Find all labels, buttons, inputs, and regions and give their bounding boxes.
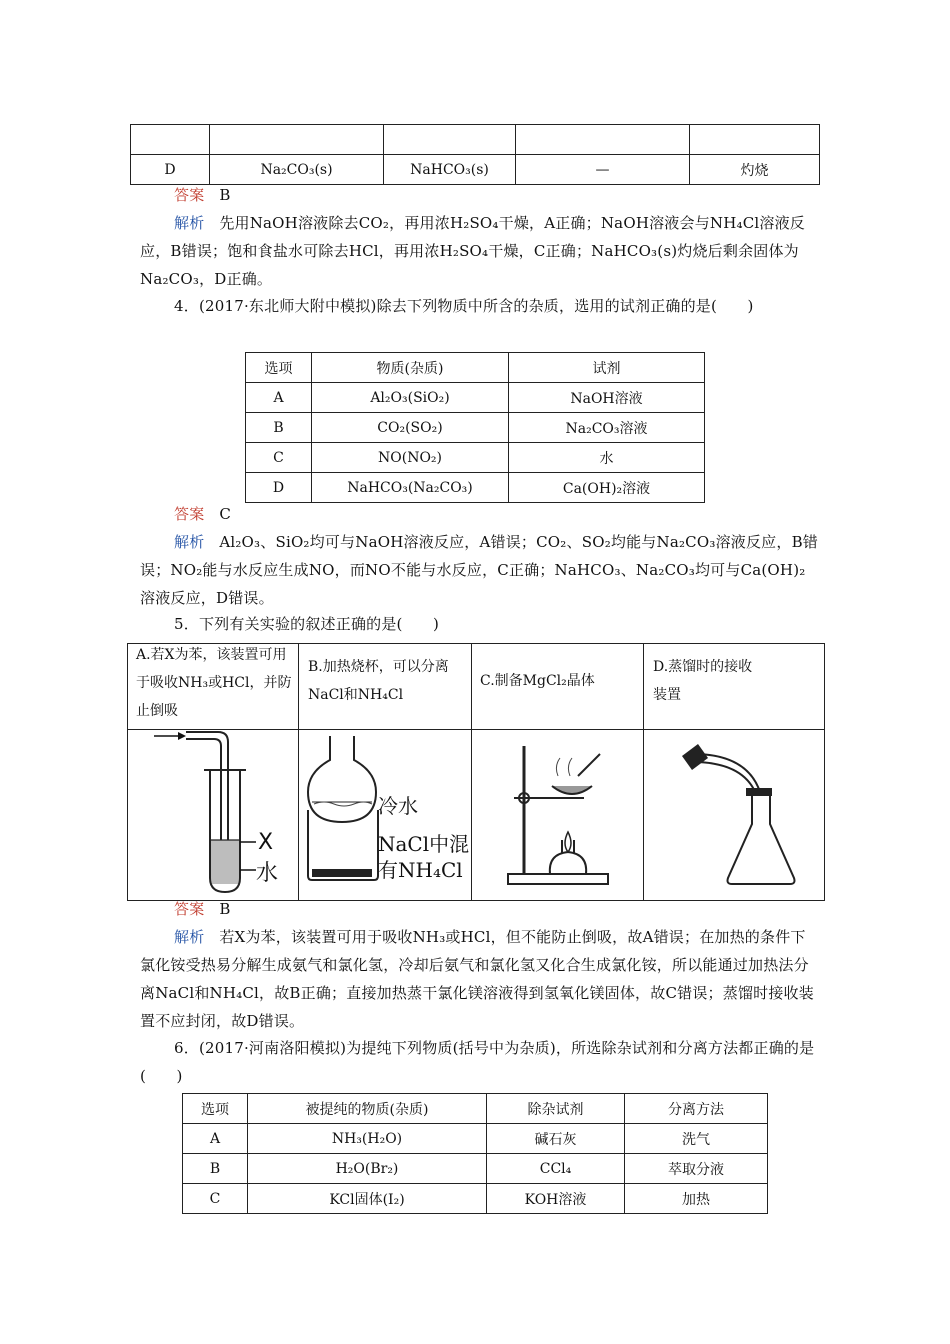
q4-table	[245, 352, 705, 503]
top-table-cell: 灼烧	[690, 155, 820, 185]
table-cell: NH₃(H₂O)	[248, 1124, 487, 1154]
table-cell: H₂O(Br₂)	[248, 1154, 487, 1184]
table-cell: NaHCO₃(Na₂CO₃)	[312, 473, 509, 503]
label-mix-line1: NaCl中混	[378, 832, 470, 856]
table-cell: A	[183, 1124, 248, 1154]
table-cell: 萃取分液	[625, 1154, 768, 1184]
table-cell: CO₂(SO₂)	[312, 413, 509, 443]
analysis-text: Al₂O₃、SiO₂均可与NaOH溶液反应，A错误；CO₂、SO₂均能与Na₂CO₃溶液反应，B错误；NO₂能与水反应生成NO，而NO不能与水反应，C正确；NaHCO₃、Na₂CO₃均可与Ca(OH)₂溶液反应，D错误。	[140, 533, 818, 607]
top-table-empty-cell	[690, 125, 820, 155]
table-header: 除杂试剂	[487, 1094, 625, 1124]
table-cell: KCl固体(I₂)	[248, 1184, 487, 1214]
table-cell: B	[246, 413, 312, 443]
option-c-text: C.制备MgCl₂晶体	[480, 673, 595, 689]
table-header: 被提纯的物质(杂质)	[248, 1094, 487, 1124]
option-a-text: A.若X为苯，该装置可用于吸收NH₃或HCl，并防止倒吸	[136, 647, 292, 719]
table-cell: NaOH溶液	[509, 383, 705, 413]
top-table-cell: —	[516, 155, 690, 185]
table-cell: Al₂O₃(SiO₂)	[312, 383, 509, 413]
figure-c-apparatus	[488, 736, 628, 896]
analysis-label: 解析	[174, 928, 205, 946]
table-cell: KOH溶液	[487, 1184, 625, 1214]
table-header: 试剂	[509, 353, 705, 383]
top-table	[130, 124, 820, 185]
q3-analysis	[140, 209, 820, 293]
q5-figure-grid	[127, 643, 825, 901]
table-cell: C	[246, 443, 312, 473]
q5-stem: 5．下列有关实验的叙述正确的是( )	[174, 615, 440, 633]
q4-analysis	[140, 528, 820, 612]
table-cell: A	[246, 383, 312, 413]
table-header: 选项	[183, 1094, 248, 1124]
analysis-text: 若X为苯，该装置可用于吸收NH₃或HCl，但不能防止倒吸，故A错误；在加热的条件下氯化铵受热易分解生成氨气和氯化氢，冷却后氨气和氯化氢又化合生成氯化铵，所以能通过加热法分离NaCl和NH₄Cl，故B正确；直接加热蒸干氯化镁溶液得到氢氧化镁固体，故C错误；蒸馏时接收装置不应封闭，故D错误。	[140, 928, 814, 1030]
table-cell: 碱石灰	[487, 1124, 625, 1154]
top-table-cell: NaHCO₃(s)	[384, 155, 516, 185]
answer-label: 答案	[174, 900, 205, 918]
table-cell: 洗气	[625, 1124, 768, 1154]
option-d-text: D.蒸馏时的接收装置	[653, 659, 753, 703]
table-cell: B	[183, 1154, 248, 1184]
table-cell: Ca(OH)₂溶液	[509, 473, 705, 503]
q6-table	[182, 1093, 768, 1214]
option-b-text: B.加热烧杯，可以分离NaCl和NH₄Cl	[308, 659, 449, 703]
top-table-cell: D	[131, 155, 210, 185]
label-mix-line2: 有NH₄Cl	[378, 858, 463, 882]
table-header: 分离方法	[625, 1094, 768, 1124]
table-cell: C	[183, 1184, 248, 1214]
answer-value: B	[219, 900, 231, 918]
q5-answer	[174, 895, 854, 923]
table-cell: NO(NO₂)	[312, 443, 509, 473]
top-table-cell: Na₂CO₃(s)	[210, 155, 384, 185]
figure-b-apparatus	[304, 730, 384, 890]
label-x: X	[258, 830, 274, 855]
label-cold-water: 冷水	[378, 794, 418, 818]
table-cell: CCl₄	[487, 1154, 625, 1184]
label-water: 水	[256, 861, 279, 886]
figure-d-apparatus	[668, 736, 808, 892]
analysis-text: 先用NaOH溶液除去CO₂，再用浓H₂SO₄干燥，A正确；NaOH溶液会与NH₄Cl溶液反应，B错误；饱和食盐水可除去HCl，再用浓H₂SO₄干燥，C正确；NaHCO₃(s)灼烧后剩余固体为Na₂CO₃，D正确。	[140, 214, 806, 288]
q4-stem: 4．(2017·东北师大附中模拟)除去下列物质中所含的杂质，选用的试剂正确的是( )	[174, 297, 754, 315]
top-table-empty-cell	[516, 125, 690, 155]
analysis-label: 解析	[174, 214, 205, 232]
q4-answer	[174, 500, 854, 528]
table-cell: Na₂CO₃溶液	[509, 413, 705, 443]
table-cell: 水	[509, 443, 705, 473]
q5-analysis	[140, 923, 820, 1035]
top-table-empty-cell	[210, 125, 384, 155]
q3-answer	[174, 181, 854, 209]
top-table-empty-cell	[384, 125, 516, 155]
analysis-label: 解析	[174, 533, 205, 551]
top-table-empty-cell	[131, 125, 210, 155]
table-cell: D	[246, 473, 312, 503]
table-header: 选项	[246, 353, 312, 383]
answer-value: C	[219, 505, 231, 523]
table-cell: 加热	[625, 1184, 768, 1214]
q6-stem: 6．(2017·河南洛阳模拟)为提纯下列物质(括号中为杂质)，所选除杂试剂和分离方法都正确的是( )	[140, 1039, 815, 1085]
answer-label: 答案	[174, 505, 205, 523]
answer-label: 答案	[174, 186, 205, 204]
table-header: 物质(杂质)	[312, 353, 509, 383]
answer-value: B	[219, 186, 231, 204]
